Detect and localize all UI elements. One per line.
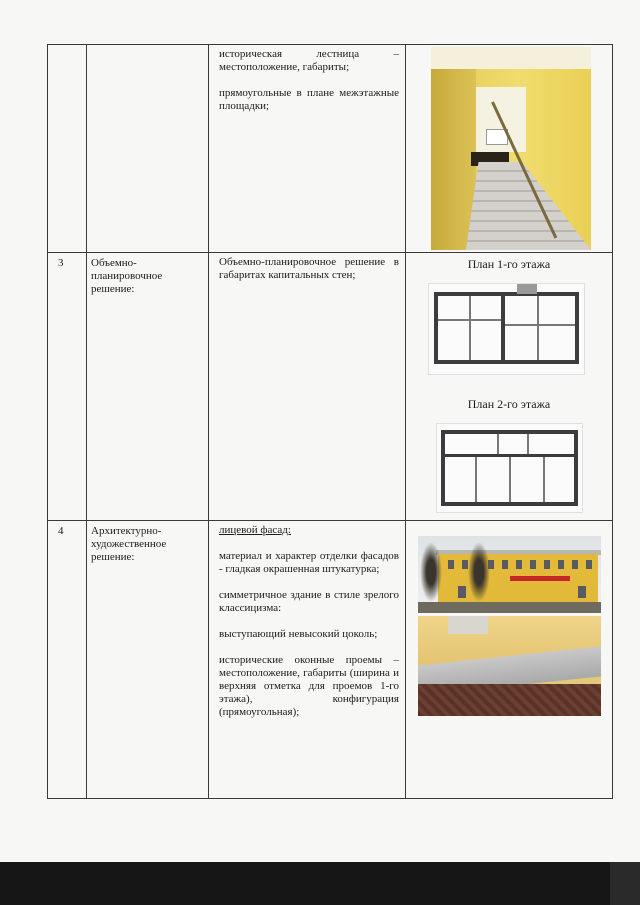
row-number: 3 xyxy=(48,253,87,521)
plans-cell xyxy=(406,253,613,521)
row-description xyxy=(209,45,406,253)
scan-border xyxy=(0,862,640,905)
desc-style: симметричное здание в стиле зрелого классицизма: xyxy=(219,589,399,614)
photos-cell xyxy=(406,521,613,799)
floor-2-plan xyxy=(436,423,583,513)
protection-subject-table xyxy=(47,44,613,799)
plan-2-caption: План 2-го этажа xyxy=(467,397,551,411)
row-number: 4 xyxy=(48,521,87,799)
row-description xyxy=(209,253,406,521)
desc-heading: лицевой фасад: xyxy=(219,524,291,536)
staircase-photo xyxy=(431,47,591,250)
desc-windows: исторические оконные проемы – местоположение, габариты (ширина и верхняя отметка для проемов 1-го этажа), конфигурация (прямоугольная); xyxy=(219,654,399,718)
row-name: Объемно-планировочное решение: xyxy=(87,253,209,521)
table-row xyxy=(48,521,613,799)
facade-photo xyxy=(418,536,601,613)
row-name xyxy=(87,45,209,253)
desc-plinth: выступающий невысокий цоколь; xyxy=(219,628,378,640)
desc-landings: прямоугольные в плане межэтажные площадки; xyxy=(219,87,399,112)
table-row xyxy=(48,253,613,521)
desc-staircase: историческая лестница – местоположение, габариты; xyxy=(219,48,399,73)
desc-volume-plan: Объемно-планировочное решение в габаритах капитальных стен; xyxy=(219,256,399,281)
table-row xyxy=(48,45,613,253)
photo-cell xyxy=(406,45,613,253)
desc-finish: материал и характер отделки фасадов - гладкая окрашенная штукатурка; xyxy=(219,550,399,575)
plinth-photo xyxy=(418,616,601,716)
row-number xyxy=(48,45,87,253)
row-name: Архитектурно-художественное решение: xyxy=(87,521,209,799)
plan-1-caption: План 1-го этажа xyxy=(467,257,551,271)
row-description xyxy=(209,521,406,799)
floor-1-plan xyxy=(428,283,585,375)
